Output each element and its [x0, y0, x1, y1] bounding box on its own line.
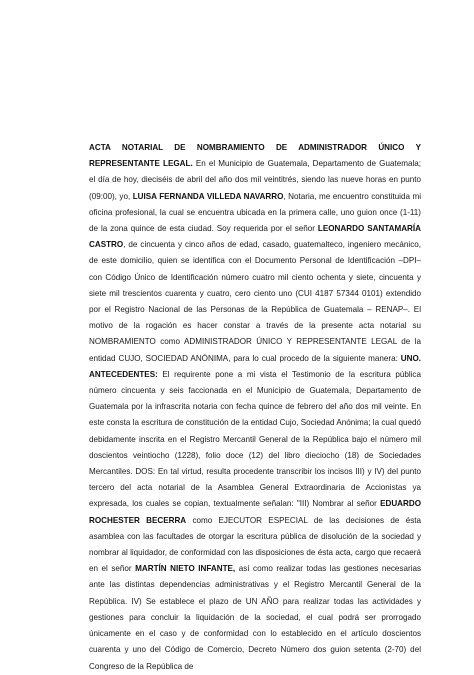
- text-run: así como realizar todas las gestiones necesarias ante las distintas dependencias administrativas y el Registro Mercantil General de la República. IV) Se establece el plazo de UN AÑO para realizar todas las actividades y gestiones para concluir la liquidación de la sociedad, el cual podrá ser prorrogado únicamente en el caso y de conformidad con lo establecido en el artículo doscientos cuarenta y uno del Código de Comercio, Decreto Número dos guion setenta (2-70) del Congreso de la República de: [89, 564, 422, 671]
- document-body: [89, 140, 421, 675]
- text-run: como EJECUTOR ESPECIAL de las decisiones de ésta asamblea con las facultades de otorgar la escritura pública de disolución de la sociedad y nombrar al liquidador, de conformidad con las disposiciones de ésta acta, cargo que recaerá en el señor: [89, 515, 421, 574]
- bold-text-run: MARTÍN NIETO INFANTE,: [135, 564, 236, 574]
- bold-text-run: UNO. ANTECEDENTES:: [89, 353, 421, 379]
- bold-text-run: LUISA FERNANDA VILLEDA NAVARRO: [132, 191, 284, 201]
- text-run: En el Municipio de Guatemala, Departamento de Guatemala; el día de hoy, dieciséis de abril del año dos mil veintitrés, siendo las nueve horas en punto (09:00), yo,: [89, 159, 422, 201]
- text-run: , Notaria, me encuentro constituida mi oficina profesional, la cual se encuentra ubicada en la primera calle, uno guion once (1-11) de la zona quince de esta ciudad. Soy requerida por el señor: [89, 191, 421, 234]
- text-run: El requirente pone a mi vista el Testimonio de la escritura pública número cincuenta y seis faccionada en el Municipio de Guatemala, Departamento de Guatemala por la infrascrita notaria con fecha quince de febrero del año dos mil veinte. En este consta la escritura de constitución de la entidad Cujo, Sociedad Anónima; la cual quedó debidamente inscrita en el Registro Mercantil General de la República bajo el número mil doscientos veintiocho (1228), folio doce (12) del libro dieciocho (18) de Sociedades Mercantiles. DOS: En tal virtud, resulta procedente transcribir los incisos III) y IV) del punto tercero del acta notarial de la Asamblea General Extraordinaria de Accionistas ya expresada, los cuales se copian, textualmente señalan: "III) Nombrar al señor: [89, 369, 421, 509]
- bold-text-run: LEONARDO SANTAMARÍA CASTRO: [89, 224, 421, 250]
- text-run: , de cincuenta y cinco años de edad, casado, guatemalteco, ingeniero mecánico, de este domicilio, quien se identifica con el Documento Personal de Identificación –DPI– con Código Único de Identificación número cuatro mil ciento ochenta y siete, cincuenta y siete mil trescientos cuarenta y cuatro, cero ciento uno (CUI 4187 57344 0101) extendido por el Registro Nacional de las Personas de la República de Guatemala – RENAP–. El motivo de la rogación es hacer constar a través de la presente acta notarial su NOMBRAMIENTO como ADMINISTRADOR ÚNICO Y REPRESENTANTE LEGAL de la entidad CUJO, SOCIEDAD ANÓNIMA, para lo cual procedo de la siguiente manera:: [89, 240, 421, 363]
- bold-text-run: ACTA NOTARIAL DE NOMBRAMIENTO DE ADMINISTRADOR ÚNICO Y REPRESENTANTE LEGAL.: [89, 143, 421, 169]
- bold-text-run: EDUARDO ROCHESTER BECERRA: [89, 499, 421, 525]
